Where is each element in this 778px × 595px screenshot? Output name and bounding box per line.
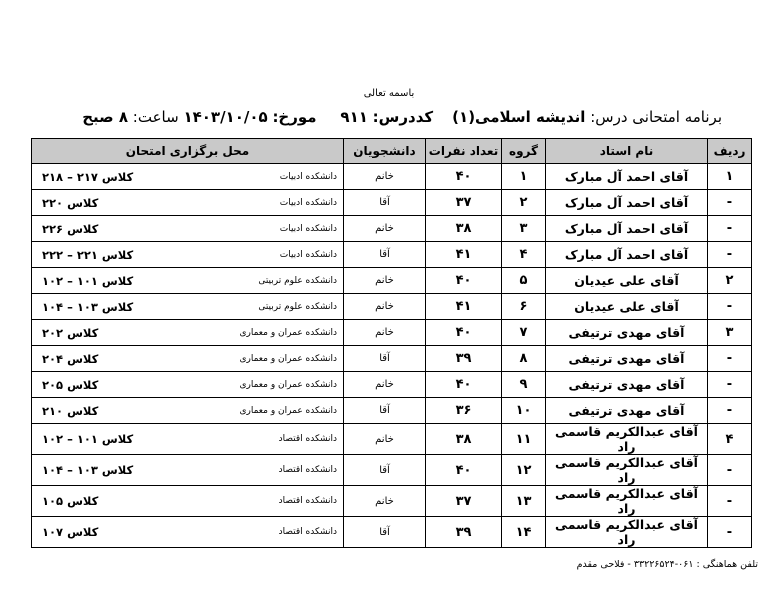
venue-cell	[32, 242, 344, 268]
table-row	[32, 346, 752, 372]
venue-room: کلاس ۱۰۳ – ۱۰۴	[42, 463, 134, 477]
instructor-cell: آقای مهدی ترتیفی	[546, 346, 708, 372]
venue-cell	[32, 486, 344, 517]
venue-wrapper	[32, 352, 343, 366]
group-cell: ۱۱	[502, 424, 546, 455]
group-cell: ۴	[502, 242, 546, 268]
count-cell: ۳۹	[426, 517, 502, 548]
venue-room: کلاس ۲۲۶	[42, 221, 99, 236]
group-cell: ۱	[502, 164, 546, 190]
table-row	[32, 164, 752, 190]
venue-faculty: دانشکده اقتصاد	[278, 527, 337, 537]
students-cell: خانم	[344, 268, 426, 294]
instructor-cell: آقای مهدی ترتیفی	[546, 398, 708, 424]
date-label: مورخ:	[272, 108, 317, 126]
table-row	[32, 242, 752, 268]
group-cell: ۷	[502, 320, 546, 346]
group-cell: ۸	[502, 346, 546, 372]
table-row	[32, 294, 752, 320]
venue-room: کلاس ۱۰۱ – ۱۰۲	[42, 273, 134, 288]
students-cell: خانم	[344, 294, 426, 320]
row-number-cell: ۱	[708, 164, 752, 190]
venue-cell	[32, 517, 344, 548]
venue-faculty: دانشکده علوم تربیتی	[258, 275, 337, 286]
group-cell: ۶	[502, 294, 546, 320]
count-cell: ۳۶	[426, 398, 502, 424]
venue-wrapper	[32, 525, 343, 539]
row-number-cell: -	[708, 486, 752, 517]
table-row	[32, 486, 752, 517]
group-cell: ۳	[502, 216, 546, 242]
venue-wrapper	[32, 494, 343, 508]
group-cell: ۱۲	[502, 455, 546, 486]
column-header-row-number: ردیف	[708, 139, 752, 164]
venue-wrapper	[32, 326, 343, 340]
table-header-row	[32, 139, 752, 164]
column-header-instructor: نام استاد	[546, 139, 708, 164]
venue-cell	[32, 164, 344, 190]
venue-room: کلاس ۲۰۴	[42, 351, 99, 366]
exam-schedule-table	[31, 138, 752, 548]
instructor-cell: آقای عبدالکریم قاسمی راد	[546, 455, 708, 486]
contact-phone-note: تلفن هماهنگی : ۰۶۱-۳۳۲۲۶۵۲۴ - فلاحی مقدم	[576, 559, 758, 570]
venue-wrapper	[32, 196, 343, 210]
table-body	[32, 164, 752, 548]
venue-wrapper	[32, 248, 343, 262]
venue-cell	[32, 190, 344, 216]
venue-cell	[32, 346, 344, 372]
time-value: ۸ صبح	[82, 108, 129, 126]
table-row	[32, 372, 752, 398]
venue-faculty: دانشکده عمران و معماری	[239, 405, 337, 416]
venue-room: کلاس ۲۲۱ – ۲۲۲	[42, 247, 134, 262]
course-name: اندیشه اسلامی(۱)	[452, 108, 586, 126]
venue-wrapper	[32, 432, 343, 446]
venue-faculty: دانشکده عمران و معماری	[239, 353, 337, 364]
instructor-cell: آقای مهدی ترتیفی	[546, 320, 708, 346]
venue-wrapper	[32, 222, 343, 236]
table-row	[32, 455, 752, 486]
students-cell: آقا	[344, 398, 426, 424]
row-number-cell: -	[708, 455, 752, 486]
venue-faculty: دانشکده ادبیات	[279, 223, 337, 234]
instructor-cell: آقای احمد آل مبارک	[546, 164, 708, 190]
code-label: کددرس:	[372, 108, 434, 126]
venue-cell	[32, 424, 344, 455]
venue-room: کلاس ۱۰۵	[42, 494, 99, 508]
venue-wrapper	[32, 404, 343, 418]
count-cell: ۳۹	[426, 346, 502, 372]
venue-cell	[32, 268, 344, 294]
table-row	[32, 424, 752, 455]
instructor-cell: آقای علی عیدیان	[546, 294, 708, 320]
instructor-cell: آقای احمد آل مبارک	[546, 190, 708, 216]
instructor-cell: آقای احمد آل مبارک	[546, 242, 708, 268]
venue-room: کلاس ۱۰۷	[42, 525, 99, 539]
venue-wrapper	[32, 463, 343, 477]
row-number-cell: ۳	[708, 320, 752, 346]
column-header-venue: محل برگزاری امتحان	[32, 139, 344, 164]
table-row	[32, 398, 752, 424]
instructor-cell: آقای عبدالکریم قاسمی راد	[546, 486, 708, 517]
date-value: ۱۴۰۳/۱۰/۰۵	[183, 108, 268, 126]
venue-faculty: دانشکده عمران و معماری	[239, 379, 337, 390]
count-cell: ۳۷	[426, 486, 502, 517]
row-number-cell: -	[708, 517, 752, 548]
row-number-cell: -	[708, 372, 752, 398]
group-cell: ۱۳	[502, 486, 546, 517]
exam-title	[82, 108, 722, 126]
instructor-cell: آقای مهدی ترتیفی	[546, 372, 708, 398]
column-header-group: گروه	[502, 139, 546, 164]
venue-faculty: دانشکده اقتصاد	[278, 434, 337, 444]
column-header-students: دانشجویان	[344, 139, 426, 164]
column-header-count: تعداد نفرات	[426, 139, 502, 164]
count-cell: ۳۷	[426, 190, 502, 216]
group-cell: ۵	[502, 268, 546, 294]
count-cell: ۳۸	[426, 216, 502, 242]
instructor-cell: آقای احمد آل مبارک	[546, 216, 708, 242]
students-cell: خانم	[344, 164, 426, 190]
students-cell: آقا	[344, 517, 426, 548]
title-prefix: برنامه امتحانی درس:	[590, 108, 722, 126]
venue-faculty: دانشکده اقتصاد	[278, 465, 337, 475]
venue-cell	[32, 372, 344, 398]
venue-cell	[32, 294, 344, 320]
venue-wrapper	[32, 274, 343, 288]
time-label: ساعت:	[132, 108, 179, 126]
venue-faculty: دانشکده ادبیات	[279, 171, 337, 182]
row-number-cell: -	[708, 294, 752, 320]
row-number-cell: ۲	[708, 268, 752, 294]
students-cell: آقا	[344, 242, 426, 268]
group-cell: ۹	[502, 372, 546, 398]
code-value: ۹۱۱	[340, 108, 368, 126]
venue-cell	[32, 455, 344, 486]
venue-faculty: دانشکده عمران و معماری	[239, 327, 337, 338]
students-cell: خانم	[344, 216, 426, 242]
venue-cell	[32, 320, 344, 346]
row-number-cell: -	[708, 242, 752, 268]
venue-wrapper	[32, 378, 343, 392]
count-cell: ۴۱	[426, 294, 502, 320]
group-cell: ۱۴	[502, 517, 546, 548]
instructor-cell: آقای علی عیدیان	[546, 268, 708, 294]
table-row	[32, 190, 752, 216]
venue-wrapper	[32, 170, 343, 184]
table-row	[32, 517, 752, 548]
row-number-cell: -	[708, 190, 752, 216]
count-cell: ۴۰	[426, 320, 502, 346]
students-cell: خانم	[344, 320, 426, 346]
students-cell: آقا	[344, 455, 426, 486]
group-cell: ۲	[502, 190, 546, 216]
venue-wrapper	[32, 300, 343, 314]
instructor-cell: آقای عبدالکریم قاسمی راد	[546, 424, 708, 455]
venue-faculty: دانشکده علوم تربیتی	[258, 301, 337, 312]
table-row	[32, 268, 752, 294]
venue-room: کلاس ۱۰۱ – ۱۰۲	[42, 432, 134, 446]
table-row	[32, 216, 752, 242]
venue-room: کلاس ۲۰۵	[42, 377, 99, 392]
instructor-cell: آقای عبدالکریم قاسمی راد	[546, 517, 708, 548]
venue-faculty: دانشکده ادبیات	[279, 197, 337, 208]
students-cell: آقا	[344, 346, 426, 372]
row-number-cell: -	[708, 216, 752, 242]
count-cell: ۴۰	[426, 164, 502, 190]
count-cell: ۴۰	[426, 268, 502, 294]
count-cell: ۴۰	[426, 455, 502, 486]
students-cell: خانم	[344, 486, 426, 517]
venue-cell	[32, 216, 344, 242]
count-cell: ۴۰	[426, 372, 502, 398]
venue-cell	[32, 398, 344, 424]
venue-room: کلاس ۲۰۲	[42, 325, 99, 340]
venue-room: کلاس ۱۰۳ – ۱۰۴	[42, 299, 134, 314]
row-number-cell: -	[708, 398, 752, 424]
row-number-cell: -	[708, 346, 752, 372]
venue-room: کلاس ۲۱۰	[42, 403, 99, 418]
students-cell: خانم	[344, 424, 426, 455]
table-row	[32, 320, 752, 346]
venue-faculty: دانشکده ادبیات	[279, 249, 337, 260]
venue-room: کلاس ۲۱۷ – ۲۱۸	[42, 169, 134, 184]
basmala: باسمه تعالی	[363, 88, 415, 99]
count-cell: ۴۱	[426, 242, 502, 268]
venue-room: کلاس ۲۲۰	[42, 195, 99, 210]
count-cell: ۳۸	[426, 424, 502, 455]
students-cell: آقا	[344, 190, 426, 216]
group-cell: ۱۰	[502, 398, 546, 424]
venue-faculty: دانشکده اقتصاد	[278, 496, 337, 506]
row-number-cell: ۴	[708, 424, 752, 455]
students-cell: خانم	[344, 372, 426, 398]
